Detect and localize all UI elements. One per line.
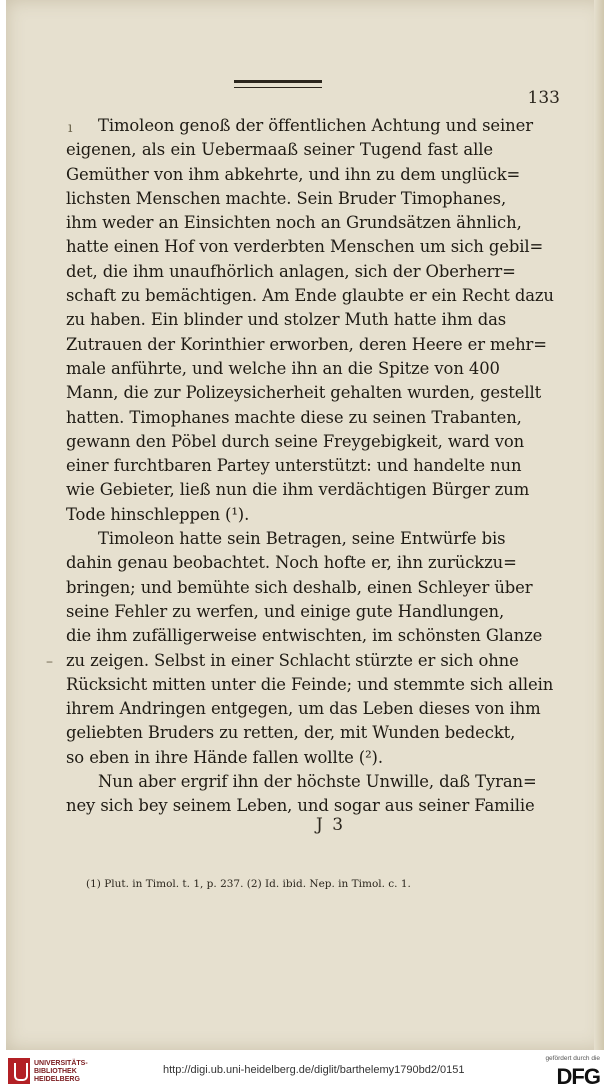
margin-mark: – <box>46 654 53 670</box>
footnotes: (1) Plut. in Timol. t. 1, p. 237. (2) Id. ibid. Nep. in Timol. c. 1. <box>86 878 411 890</box>
margin-mark: ı <box>68 120 73 136</box>
text-line: bringen; und bemühte sich deshalb, einen Schleyer über <box>66 577 533 597</box>
university-logo-icon[interactable] <box>8 1058 30 1084</box>
text-line: Timoleon hatte sein Betragen, seine Entwürfe bis <box>98 529 506 549</box>
page-edge-shadow <box>594 0 604 1050</box>
text-line: Tode hinschleppen (¹). <box>66 504 250 524</box>
text-line: ihrem Andringen entgegen, um das Leben dieses von ihm <box>66 699 541 719</box>
text-line: lichsten Menschen machte. Sein Bruder Timophanes, <box>66 188 507 208</box>
header-rule-thick <box>234 80 322 83</box>
text-line: Rücksicht mitten unter die Feinde; und stemmte sich allein <box>66 674 554 694</box>
text-line: gewann den Pöbel durch seine Freygebigkeit, ward von <box>66 431 525 451</box>
text-line: male anführte, und welche ihn an die Spitze von 400 <box>66 358 500 378</box>
scanned-page <box>6 0 604 1050</box>
text-line: hatten. Timophanes machte diese zu seinen Trabanten, <box>66 407 522 427</box>
text-line: einer furchtbaren Partey unterstützt: und handelte nun <box>66 456 522 476</box>
text-line: seine Fehler zu werfen, und einige gute Handlungen, <box>66 601 505 621</box>
text-line: so eben in ihre Hände fallen wollte (²). <box>66 747 383 767</box>
text-line: schaft zu bemächtigen. Am Ende glaubte er ein Recht dazu <box>66 286 554 306</box>
text-line: ihm weder an Einsichten noch an Grundsätzen ähnlich, <box>66 213 522 233</box>
text-line: det, die ihm unaufhörlich anlagen, sich der Oberherr= <box>66 261 516 281</box>
text-line: ney sich bey seinem Leben, und sogar aus seiner Familie <box>66 796 535 816</box>
text-line: wie Gebieter, ließ nun die ihm verdächtigen Bürger zum <box>66 480 530 500</box>
text-line: Nun aber ergrif ihn der höchste Unwille, daß Tyran= <box>98 772 537 792</box>
body-text <box>66 114 554 819</box>
text-line: eigenen, als ein Uebermaaß seiner Tugend fast alle <box>66 140 493 160</box>
text-line: dahin genau beobachtet. Noch hofte er, ihn zurückzu= <box>66 553 517 573</box>
institution-name: UNIVERSITÄTS- BIBLIOTHEK HEIDELBERG <box>34 1060 88 1083</box>
dfg-logo[interactable]: DFG <box>556 1064 600 1089</box>
text-line: geliebten Bruders zu retten, der, mit Wunden bedeckt, <box>66 723 516 743</box>
funding-note: gefördert durch die <box>545 1055 600 1062</box>
viewer-footer <box>0 1050 610 1092</box>
text-line: Mann, die zur Polizeysicherheit gehalten wurden, gestellt <box>66 383 542 403</box>
signature-mark: J 3 <box>316 815 346 835</box>
text-line: Zutrauen der Korinthier erworben, deren Heere er mehr= <box>66 334 547 354</box>
document-url[interactable]: http://digi.ub.uni-heidelberg.de/diglit/barthelemy1790bd2/0151 <box>163 1064 465 1076</box>
header-rule-thin <box>234 87 322 88</box>
page-number: 133 <box>527 88 560 108</box>
text-line: die ihm zufälligerweise entwischten, im schönsten Glanze <box>66 626 543 646</box>
text-line: zu zeigen. Selbst in einer Schlacht stürzte er sich ohne <box>66 650 519 670</box>
text-line: hatte einen Hof von verderbten Menschen um sich gebil= <box>66 237 544 257</box>
text-line: zu haben. Ein blinder und stolzer Muth hatte ihm das <box>66 310 507 330</box>
text-line: Timoleon genoß der öffentlichen Achtung und seiner <box>98 116 533 135</box>
text-line: Gemüther von ihm abkehrte, und ihn zu dem unglück= <box>66 164 521 184</box>
